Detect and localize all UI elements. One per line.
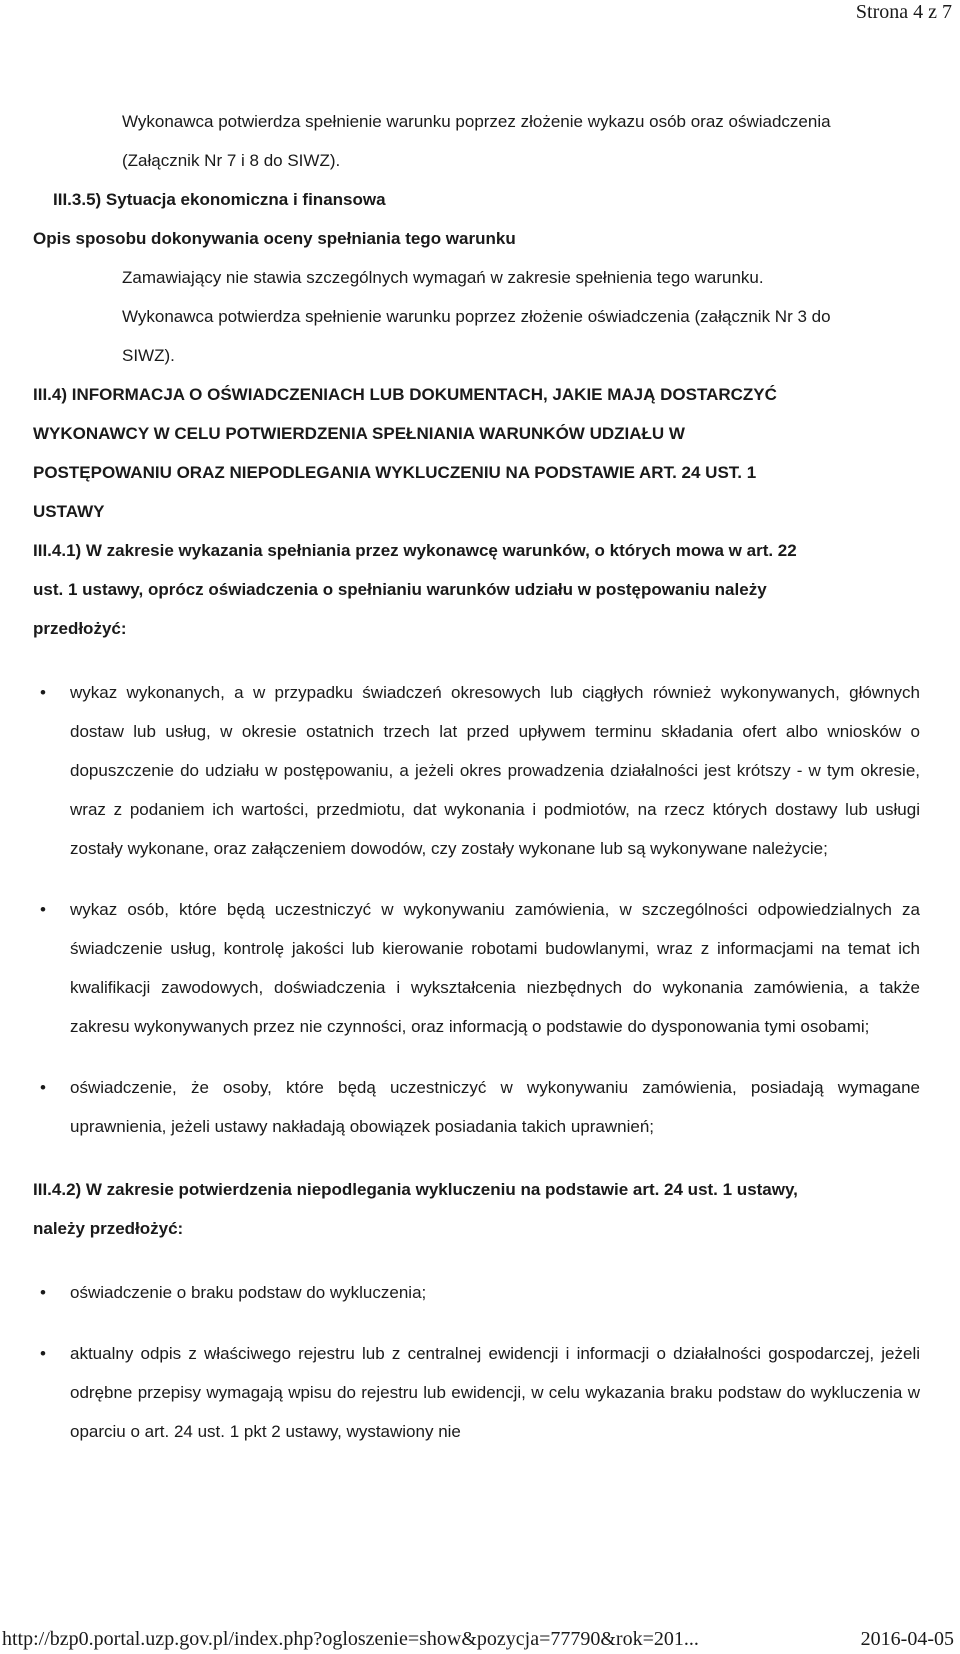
- subsection-heading: Opis sposobu dokonywania oceny spełniania tego warunku: [33, 229, 516, 248]
- subsection-heading: przedłożyć:: [33, 619, 127, 638]
- bullet-icon: •: [40, 1344, 46, 1363]
- paragraph-line: Wykonawca potwierdza spełnienie warunku poprzez złożenie oświadczenia (załącznik Nr 3 do: [122, 307, 831, 326]
- section-heading: WYKONAWCY W CELU POTWIERDZENIA SPEŁNIANIA WARUNKÓW UDZIAŁU W: [33, 424, 685, 443]
- document-body: [33, 102, 920, 1473]
- list-item: [33, 1334, 920, 1451]
- footer-url: http://bzp0.portal.uzp.gov.pl/index.php?ogloszenie=show&pozycja=77790&rok=201...: [2, 1628, 699, 1650]
- page-footer: [0, 1624, 960, 1654]
- bullet-icon: •: [40, 1283, 46, 1302]
- section-heading: III.3.5) Sytuacja ekonomiczna i finansowa: [53, 190, 386, 209]
- requirements-list: [33, 673, 920, 1146]
- list-item: [33, 673, 920, 868]
- section-heading: III.4) INFORMACJA O OŚWIADCZENIACH LUB DOKUMENTACH, JAKIE MAJĄ DOSTARCZYĆ: [33, 385, 777, 404]
- bullet-icon: •: [40, 683, 46, 702]
- paragraph-line: Zamawiający nie stawia szczególnych wymagań w zakresie spełnienia tego warunku.: [122, 268, 764, 287]
- bullet-icon: •: [40, 900, 46, 919]
- bullet-icon: •: [40, 1078, 46, 1097]
- page-number: Strona 4 z 7: [855, 1, 952, 23]
- list-item: [33, 890, 920, 1046]
- exclusion-documents-list: [33, 1273, 920, 1451]
- subsection-heading: należy przedłożyć:: [33, 1219, 184, 1238]
- list-item-text: oświadczenie o braku podstaw do wykluczenia;: [70, 1283, 427, 1302]
- subsection-heading: III.4.1) W zakresie wykazania spełniania przez wykonawcę warunków, o których mowa w art. 22: [33, 541, 797, 560]
- list-item-text: wykaz wykonanych, a w przypadku świadczeń okresowych lub ciągłych również wykonywanych, głównych dostaw lub usług, w okresie ostatnich trzech lat przed upływem terminu składania ofert albo wniosków o dopuszczenie do udziału w postępowaniu, a jeżeli okres prowadzenia działalności jest krótszy - w tym okresie, wraz z podaniem ich wartości, przedmiotu, dat wykonania i podmiotów, na rzecz których dostawy lub usługi zostały wykonane, oraz załączeniem dowodów, czy zostały wykonane lub są wykonywane należycie;: [70, 683, 920, 858]
- section-heading: POSTĘPOWANIU ORAZ NIEPODLEGANIA WYKLUCZENIU NA PODSTAWIE ART. 24 UST. 1: [33, 463, 757, 482]
- paragraph-line: (Załącznik Nr 7 i 8 do SIWZ).: [122, 151, 341, 170]
- subsection-heading: III.4.2) W zakresie potwierdzenia niepodlegania wykluczeniu na podstawie art. 24 ust. 1 ustawy,: [33, 1180, 798, 1199]
- footer-date: 2016-04-05: [860, 1628, 954, 1650]
- paragraph-line: SIWZ).: [122, 346, 175, 365]
- list-item: [33, 1068, 920, 1146]
- paragraph-line: Wykonawca potwierdza spełnienie warunku poprzez złożenie wykazu osób oraz oświadczenia: [122, 112, 831, 131]
- list-item: [33, 1273, 920, 1312]
- section-heading: USTAWY: [33, 502, 105, 521]
- list-item-text: aktualny odpis z właściwego rejestru lub z centralnej ewidencji i informacji o działalności gospodarczej, jeżeli odrębne przepisy wymagają wpisu do rejestru lub ewidencji, w celu wykazania braku podstaw do wykluczenia w oparciu o art. 24 ust. 1 pkt 2 ustawy, wystawiony nie: [70, 1344, 920, 1441]
- list-item-text: wykaz osób, które będą uczestniczyć w wykonywaniu zamówienia, w szczególności odpowiedzialnych za świadczenie usług, kontrolę jakości lub kierowanie robotami budowlanymi, wraz z informacjami na temat ich kwalifikacji zawodowych, doświadczenia i wykształcenia niezbędnych do wykonania zamówienia, a także zakresu wykonywanych przez nie czynności, oraz informacją o podstawie do dysponowania tymi osobami;: [70, 900, 920, 1036]
- list-item-text: oświadczenie, że osoby, które będą uczestniczyć w wykonywaniu zamówienia, posiadają wymagane uprawnienia, jeżeli ustawy nakładają obowiązek posiadania takich uprawnień;: [70, 1078, 920, 1136]
- subsection-heading: ust. 1 ustawy, oprócz oświadczenia o spełnianiu warunków udziału w postępowaniu należy: [33, 580, 767, 599]
